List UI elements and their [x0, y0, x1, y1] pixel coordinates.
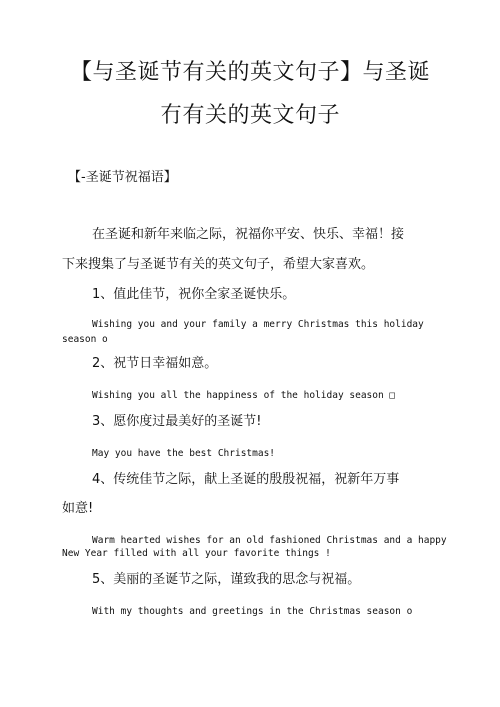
- item-3-chinese: 3、愿你度过最美好的圣诞节!: [92, 414, 262, 429]
- item-2-chinese: 2、祝节日幸福如意。: [92, 356, 218, 371]
- title-line-1: 【与圣诞节有关的英文句子】与圣诞: [69, 60, 430, 85]
- intro-paragraph-line-1: 在圣诞和新年来临之际，祝福你平安、快乐、幸福！接: [92, 227, 405, 242]
- section-heading: 【-圣诞节祝福语】: [68, 170, 177, 185]
- item-1-chinese: 1、值此佳节，祝你全家圣诞快乐。: [92, 287, 296, 302]
- item-4-english-line-2: New Year filled with all your favorite things !: [62, 548, 331, 559]
- title-line-2: 冇有关的英文句子: [159, 103, 340, 128]
- item-3-english-line-1: May you have the best Christmas!: [92, 448, 276, 459]
- item-2-english-line-1: Wishing you all the happiness of the holiday season □: [92, 390, 396, 401]
- item-1-english-line-1: Wishing you and your family a merry Christmas this holiday: [92, 319, 424, 330]
- item-4-chinese-line-1: 4、传统佳节之际，献上圣诞的殷殷祝福，祝新年万事: [92, 472, 400, 487]
- intro-paragraph-line-2: 下来搜集了与圣诞节有关的英文句子，希望大家喜欢。: [62, 257, 375, 272]
- item-5-english-line-1: With my thoughts and greetings in the Christmas season o: [92, 606, 413, 617]
- item-1-english-line-2: season o: [62, 334, 108, 345]
- item-4-chinese-line-2: 如意!: [62, 501, 94, 516]
- item-4-english-line-1: Warm hearted wishes for an old fashioned Christmas and a happy: [92, 535, 447, 546]
- item-5-chinese: 5、美丽的圣诞节之际，谨致我的思念与祝福。: [92, 572, 361, 587]
